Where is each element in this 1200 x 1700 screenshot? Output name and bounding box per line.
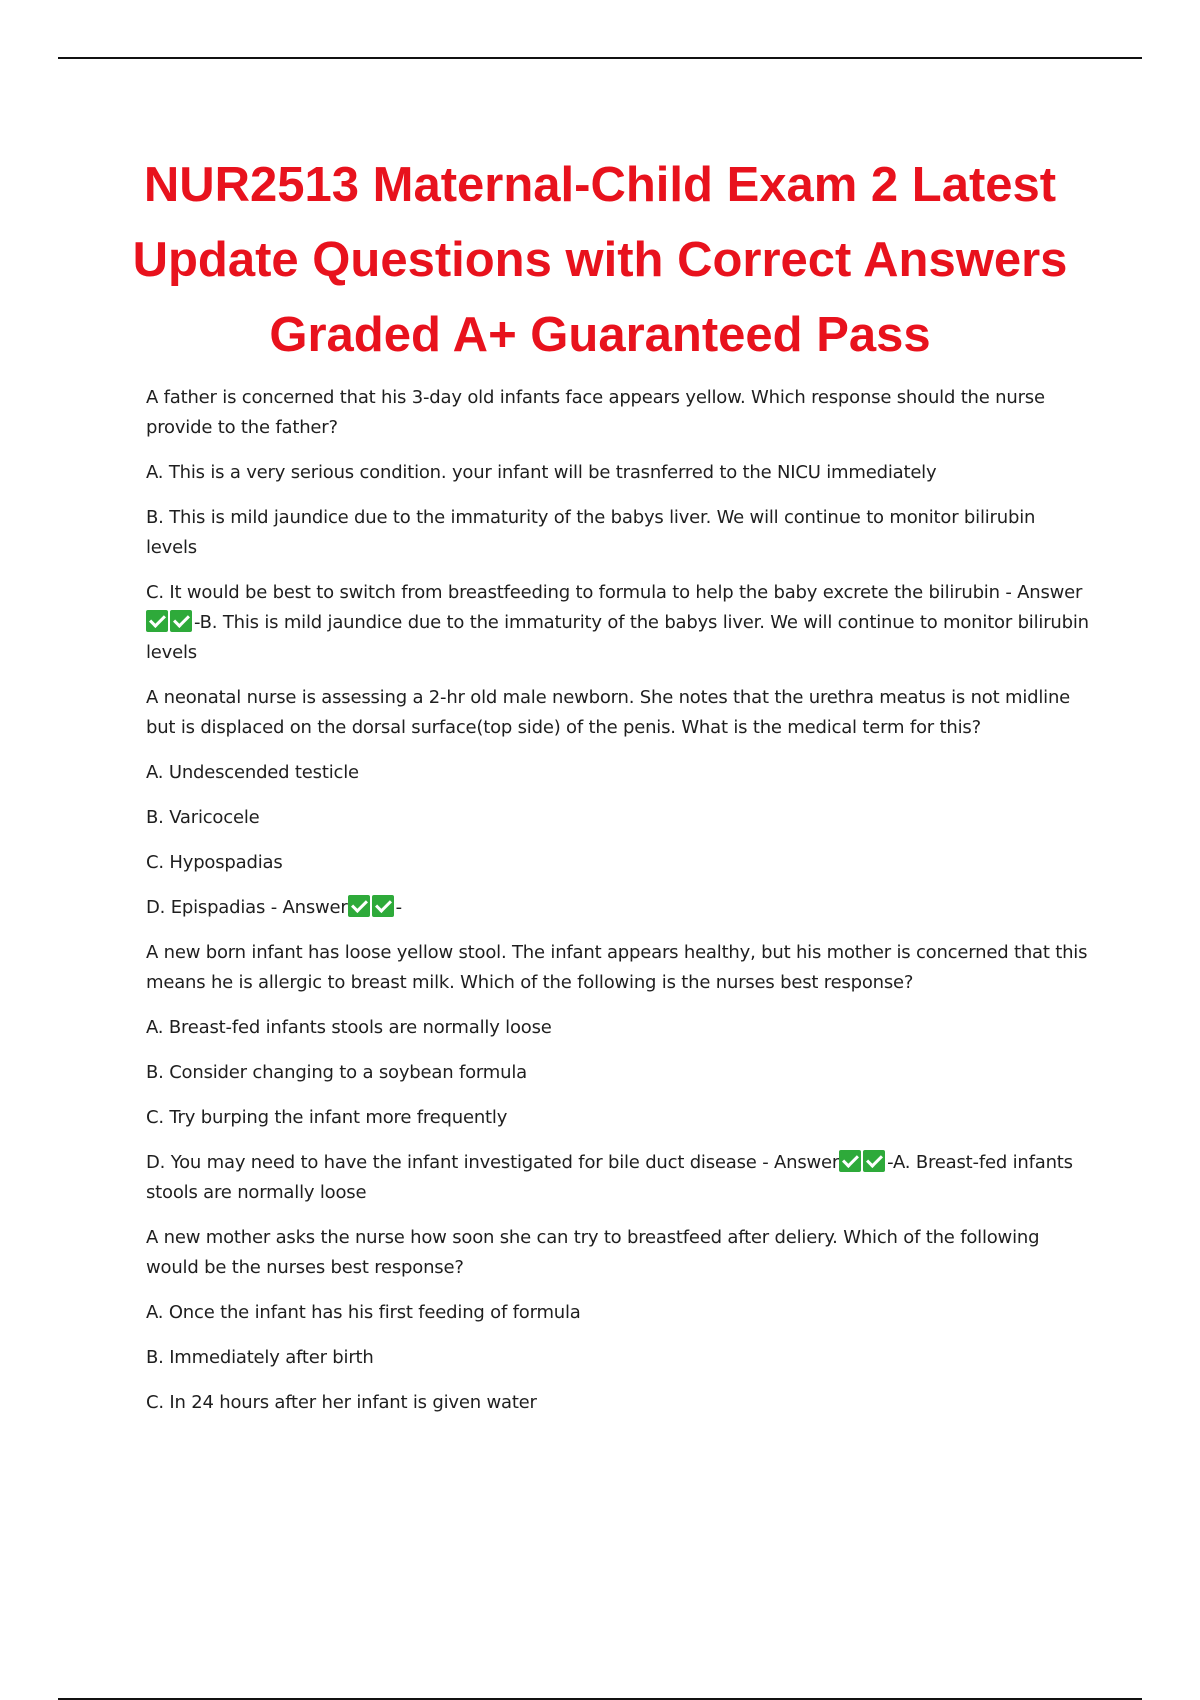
answer-option: C. Try burping the infant more frequently: [146, 1107, 508, 1128]
question-stem: A neonatal nurse is assessing a 2-hr old male newborn. She notes that the urethra meatus is not midline but is displaced on the dorsal surface(top side) of the penis. What is the medical term for this?: [146, 687, 1071, 738]
header-rule: [58, 57, 1142, 59]
check-mark-icon: [146, 610, 168, 632]
question-stem: A new mother asks the nurse how soon she can try to breastfeed after deliery. Which of the following would be the nurses best response?: [146, 1227, 1040, 1278]
check-mark-icon: [839, 1150, 861, 1172]
document-body: [146, 383, 1091, 1433]
check-mark-icon: [863, 1150, 885, 1172]
correct-answer-text: -A. Breast-fed infants stools are normally loose: [146, 1152, 1073, 1203]
correct-answer-text: -: [395, 897, 402, 918]
question-stem: A father is concerned that his 3-day old infants face appears yellow. Which response should the nurse provide to the father?: [146, 387, 1045, 438]
question-stem: A new born infant has loose yellow stool. The infant appears healthy, but his mother is concerned that this means he is allergic to breast milk. Which of the following is the nurses best response?: [146, 942, 1088, 993]
check-mark-icon: [170, 610, 192, 632]
answer-option: C. Hypospadias: [146, 852, 283, 873]
answer-option: B. Immediately after birth: [146, 1347, 374, 1368]
answer-option: A. Undescended testicle: [146, 762, 359, 783]
option-text: D. You may need to have the infant investigated for bile duct disease - Answer: [146, 1152, 840, 1173]
answer-option: A. Breast-fed infants stools are normally loose: [146, 1017, 552, 1038]
document-title: NUR2513 Maternal-Child Exam 2 Latest Update Questions with Correct Answers Graded A+ Guaranteed Pass: [132, 158, 1068, 362]
option-text: D. Epispadias - Answer: [146, 897, 348, 918]
correct-answer-text: -B. This is mild jaundice due to the immaturity of the babys liver. We will continue to monitor bilirubin levels: [146, 612, 1089, 663]
answer-option: C. In 24 hours after her infant is given water: [146, 1392, 537, 1413]
check-mark-icon: [348, 895, 370, 917]
answer-option-with-answer: [146, 893, 1091, 923]
answer-option-with-answer: [146, 578, 1091, 668]
check-mark-icon: [372, 895, 394, 917]
answer-option: B. Varicocele: [146, 807, 260, 828]
answer-option: B. This is mild jaundice due to the immaturity of the babys liver. We will continue to monitor bilirubin levels: [146, 507, 1036, 558]
option-text: C. It would be best to switch from breastfeeding to formula to help the baby excrete the bilirubin - Answer: [146, 582, 1083, 603]
answer-option: A. Once the infant has his first feeding of formula: [146, 1302, 581, 1323]
answer-option: B. Consider changing to a soybean formula: [146, 1062, 527, 1083]
answer-option: A. This is a very serious condition. your infant will be trasnferred to the NICU immediately: [146, 462, 937, 483]
answer-option-with-answer: [146, 1148, 1091, 1208]
